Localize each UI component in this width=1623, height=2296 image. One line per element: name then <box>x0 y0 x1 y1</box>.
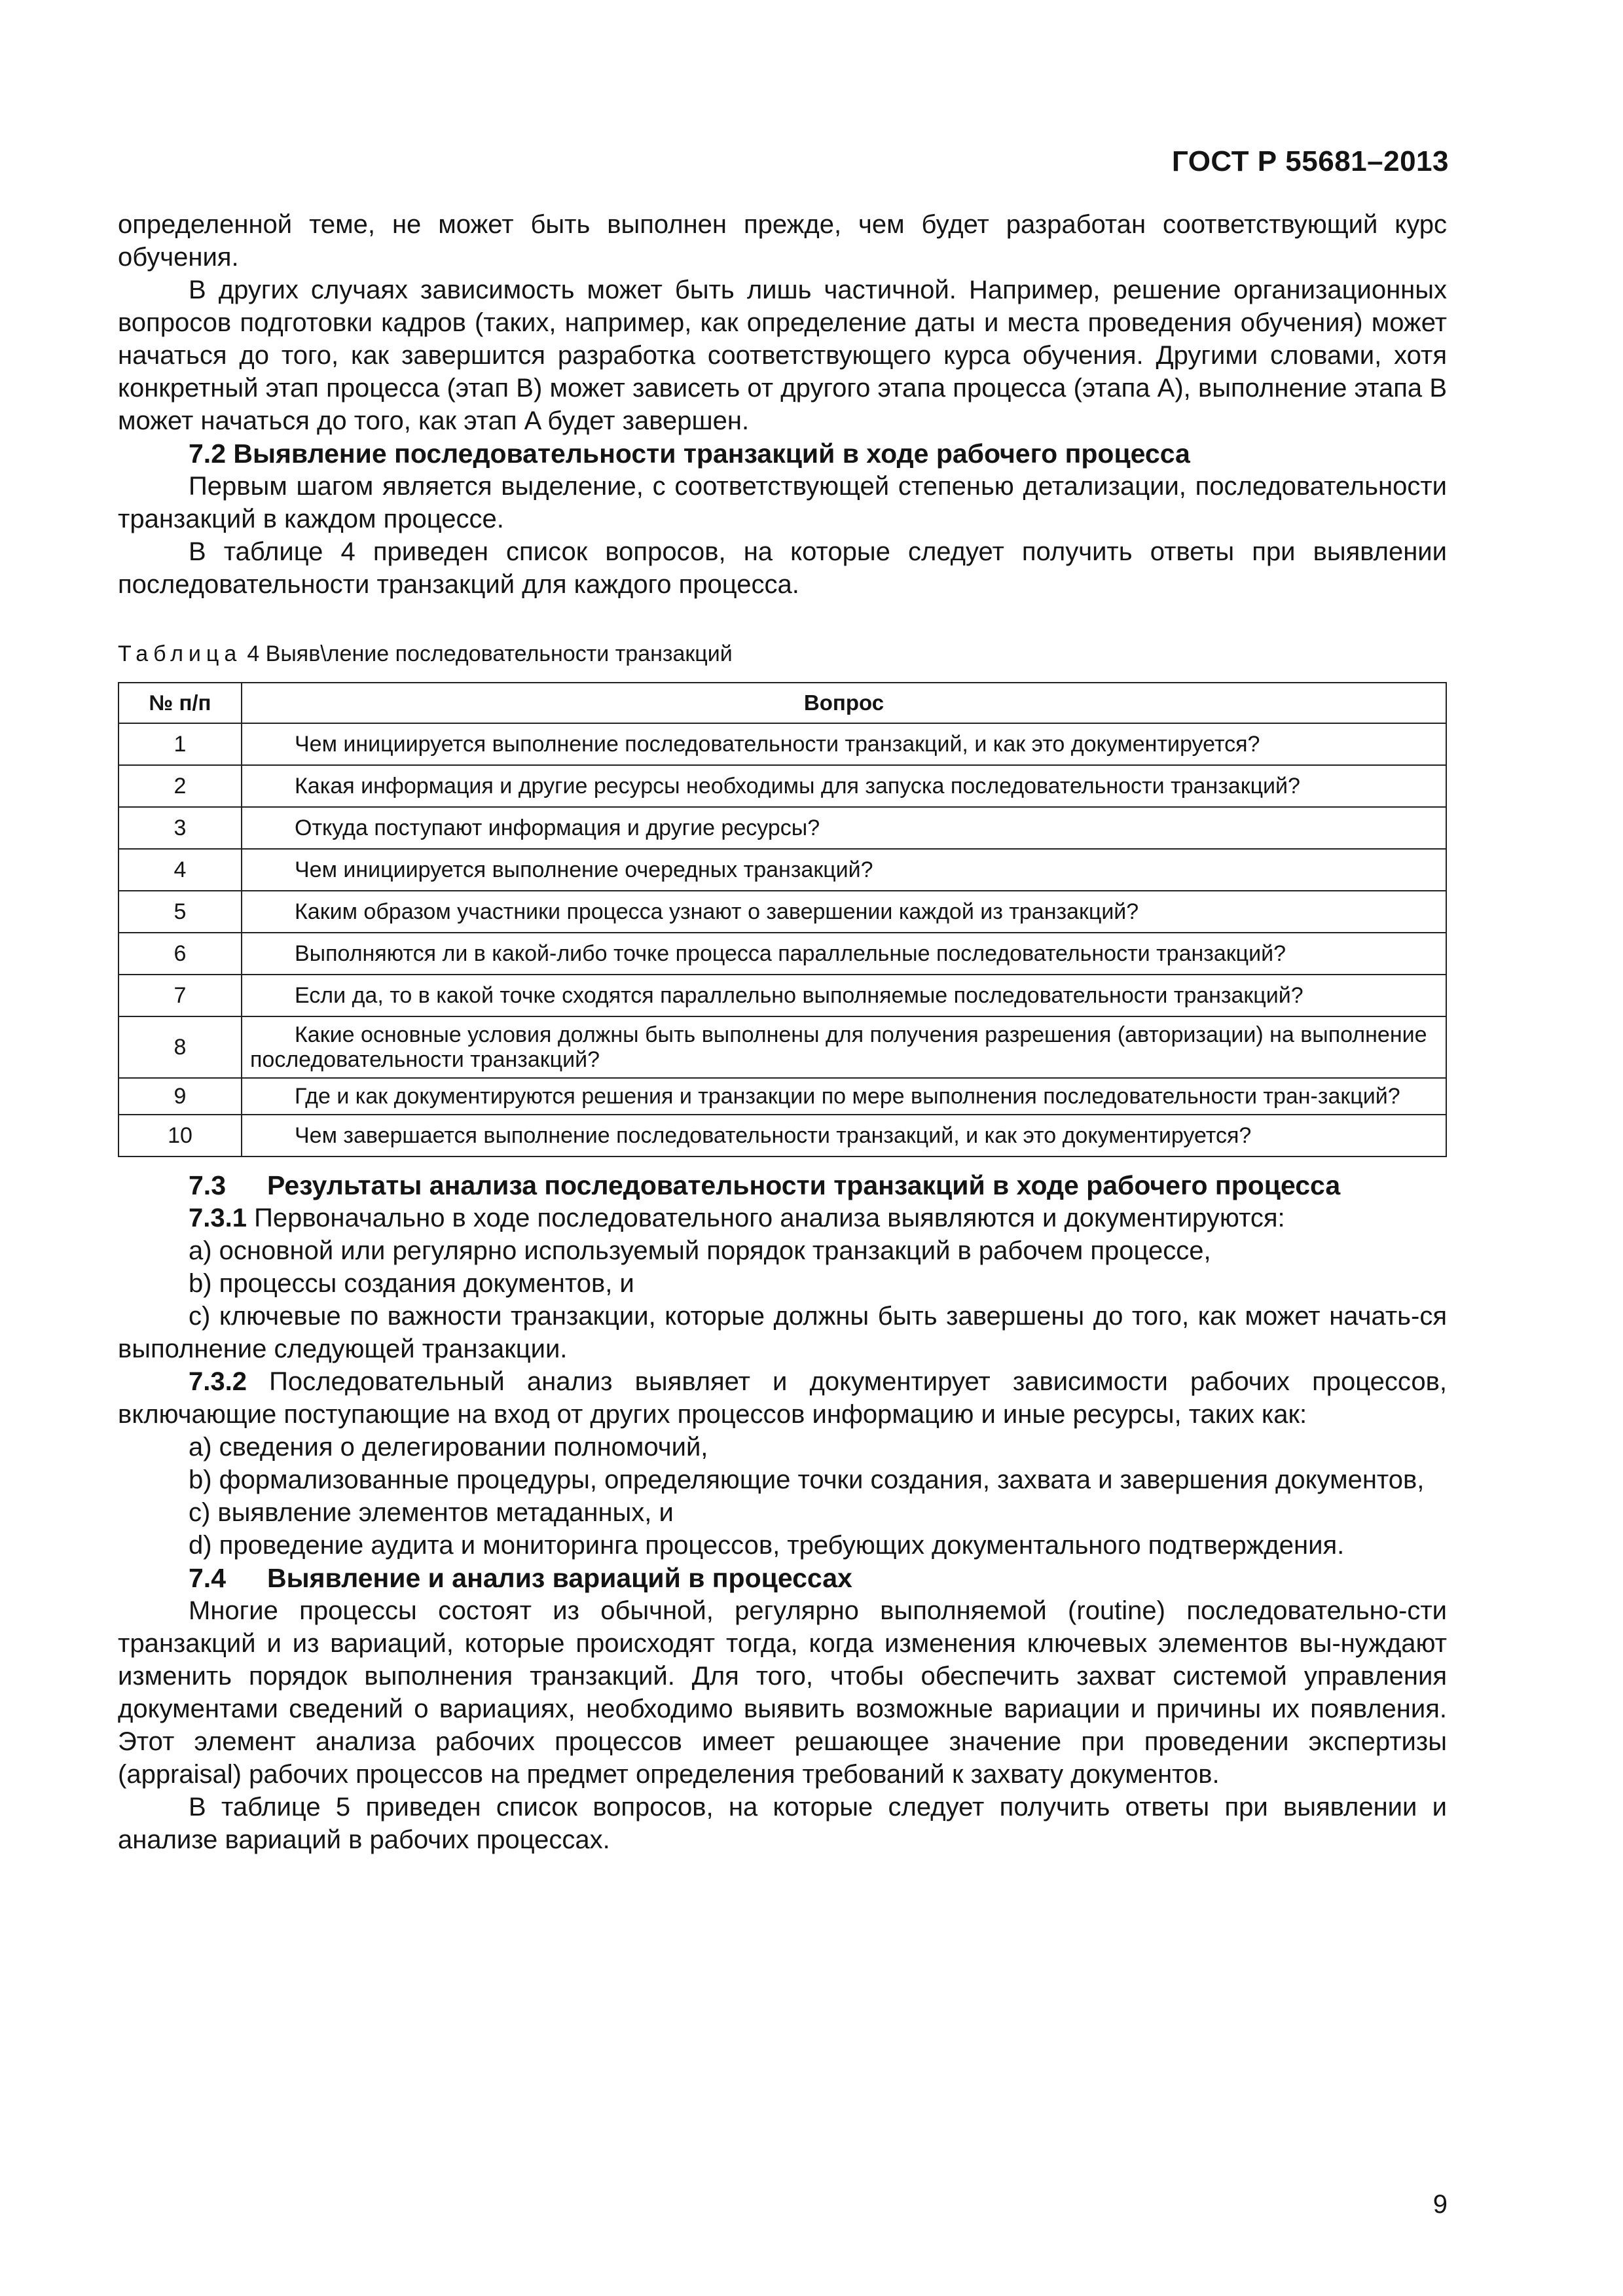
list-item: a) основной или регулярно используемый порядок транзакций в рабочем процессе, <box>189 1236 1211 1265</box>
row-number: 2 <box>119 765 242 807</box>
table-row <box>119 807 1446 849</box>
section-7-2-paragraph-2: В таблице 4 приведен список вопросов, на которые следует получить ответы при выявлении последовательности транзакций для каждого процесса. <box>118 537 1447 599</box>
list-item: a) сведения о делегировании полномочий, <box>189 1433 708 1462</box>
row-number: 7 <box>119 975 242 1016</box>
section-7-4-title: Выявление и анализ вариаций в процессах <box>267 1563 852 1593</box>
row-number: 6 <box>119 933 242 975</box>
table-caption-text: 4 Выяв\ление последовательности транзакций <box>247 641 733 666</box>
row-number: 9 <box>119 1078 242 1115</box>
section-7-4-heading <box>118 1562 1447 1594</box>
table-row <box>119 933 1446 975</box>
page-number: 9 <box>1432 2190 1448 2219</box>
document-code: ГОСТ Р 55681–2013 <box>1171 145 1449 177</box>
table-row <box>119 723 1446 765</box>
section-7-4-paragraph-2: В таблице 5 приведен список вопросов, на которые следует получить ответы при выявлении и анализе вариаций в рабочих процессах. <box>118 1793 1447 1854</box>
list-item: c) выявление элементов метаданных, и <box>189 1498 674 1527</box>
table-4-caption <box>118 637 1447 670</box>
header-number: № п/п <box>119 683 242 723</box>
table-row <box>119 1115 1446 1157</box>
table-caption-prefix: Таблица <box>118 641 242 666</box>
row-number: 1 <box>119 723 242 765</box>
subsection-7-3-2-number: 7.3.2 <box>189 1367 247 1396</box>
table-header-row <box>119 683 1446 723</box>
paragraph-continuation: определенной теме, не может быть выполнен прежде, чем будет разработан соответствующий курс обучения. <box>118 210 1447 272</box>
section-7-4-paragraph-1: Многие процессы состоят из обычной, регулярно выполняемой (routine) последовательно-сти транзакций и из вариаций, которые происходят тогда, когда изменения ключевых элементов вы-нуждают изменить порядок выполнения транзакций. Для того, чтобы обеспечить захват системой управления документами сведений о вариациях, необходимо выявить возможные вариации и причины их появления. Этот элемент анализа рабочих процессов имеет решающее значение при проведении экспертизы (appraisal) рабочих процессов на предмет определения требований к захвату документов. <box>118 1596 1447 1789</box>
table-row <box>119 849 1446 891</box>
header-question: Вопрос <box>242 683 1446 723</box>
table-row <box>119 975 1446 1016</box>
row-question: Какая информация и другие ресурсы необходимы для запуска последовательности транзакций? <box>242 765 1446 807</box>
row-question: Если да, то в какой точке сходятся параллельно выполняемые последовательности транзакций? <box>242 975 1446 1016</box>
row-question: Какие основные условия должны быть выполнены для получения разрешения (авторизации) на выполнение последовательности транзакций? <box>242 1016 1446 1078</box>
page-content <box>118 208 1447 1856</box>
table-row <box>119 891 1446 933</box>
subsection-7-3-1-text: Первоначально в ходе последовательного анализа выявляются и документируются: <box>254 1204 1285 1232</box>
section-7-3-number: 7.3 <box>189 1170 226 1200</box>
row-number: 10 <box>119 1115 242 1157</box>
row-question: Чем завершается выполнение последовательности транзакций, и как это документируется? <box>242 1115 1446 1157</box>
subsection-7-3-1 <box>118 1202 1447 1234</box>
list-item: c) ключевые по важности транзакции, которые должны быть завершены до того, как может начать-ся выполнение следующей транзакции. <box>118 1302 1447 1363</box>
table-4 <box>118 682 1447 1157</box>
section-7-3-title: Результаты анализа последовательности транзакций в ходе рабочего процесса <box>267 1170 1341 1200</box>
row-question: Выполняются ли в какой-либо точке процесса параллельные последовательности транзакций? <box>242 933 1446 975</box>
row-question: Где и как документируются решения и транзакции по мере выполнения последовательности тран-закций? <box>242 1078 1446 1115</box>
list-item: b) процессы создания документов, и <box>189 1269 634 1298</box>
row-question: Чем инициируется выполнение очередных транзакций? <box>242 849 1446 891</box>
section-7-2-paragraph-1: Первым шагом является выделение, с соответствующей степенью детализации, последовательности транзакций в каждом процессе. <box>118 472 1447 533</box>
row-question: Откуда поступают информация и другие ресурсы? <box>242 807 1446 849</box>
section-7-2-heading: 7.2 Выявление последовательности транзакций в ходе рабочего процесса <box>189 439 1190 469</box>
paragraph-dependency: В других случаях зависимость может быть лишь частичной. Например, решение организационных вопросов подготовки кадров (таких, например, как определение даты и места проведения обучения) может начаться до того, как завершится разработка соответствующего курса обучения. Другими словами, хотя конкретный этап процесса (этап B) может зависеть от другого этапа процесса (этапа A), выполнение этапа B может начаться до того, как этап A будет завершен. <box>118 276 1447 435</box>
row-number: 3 <box>119 807 242 849</box>
row-question: Чем инициируется выполнение последовательности транзакций, и как это документируется? <box>242 723 1446 765</box>
row-question: Каким образом участники процесса узнают о завершении каждой из транзакций? <box>242 891 1446 933</box>
subsection-7-3-2-text: Последовательный анализ выявляет и документирует зависимости рабочих процессов, включающие поступающие на вход от других процессов информацию и иные ресурсы, таких как: <box>118 1367 1447 1429</box>
row-number: 5 <box>119 891 242 933</box>
row-number: 8 <box>119 1016 242 1078</box>
section-7-4-number: 7.4 <box>189 1563 226 1593</box>
list-item: d) проведение аудита и мониторинга процессов, требующих документального подтверждения. <box>189 1531 1345 1560</box>
table-row <box>119 1016 1446 1078</box>
section-7-3-heading <box>118 1169 1447 1202</box>
table-row <box>119 765 1446 807</box>
table-row <box>119 1078 1446 1115</box>
list-item: b) формализованные процедуры, определяющие точки создания, захвата и завершения документов, <box>189 1465 1425 1494</box>
row-number: 4 <box>119 849 242 891</box>
subsection-7-3-1-number: 7.3.1 <box>189 1204 247 1232</box>
subsection-7-3-2 <box>118 1365 1447 1431</box>
